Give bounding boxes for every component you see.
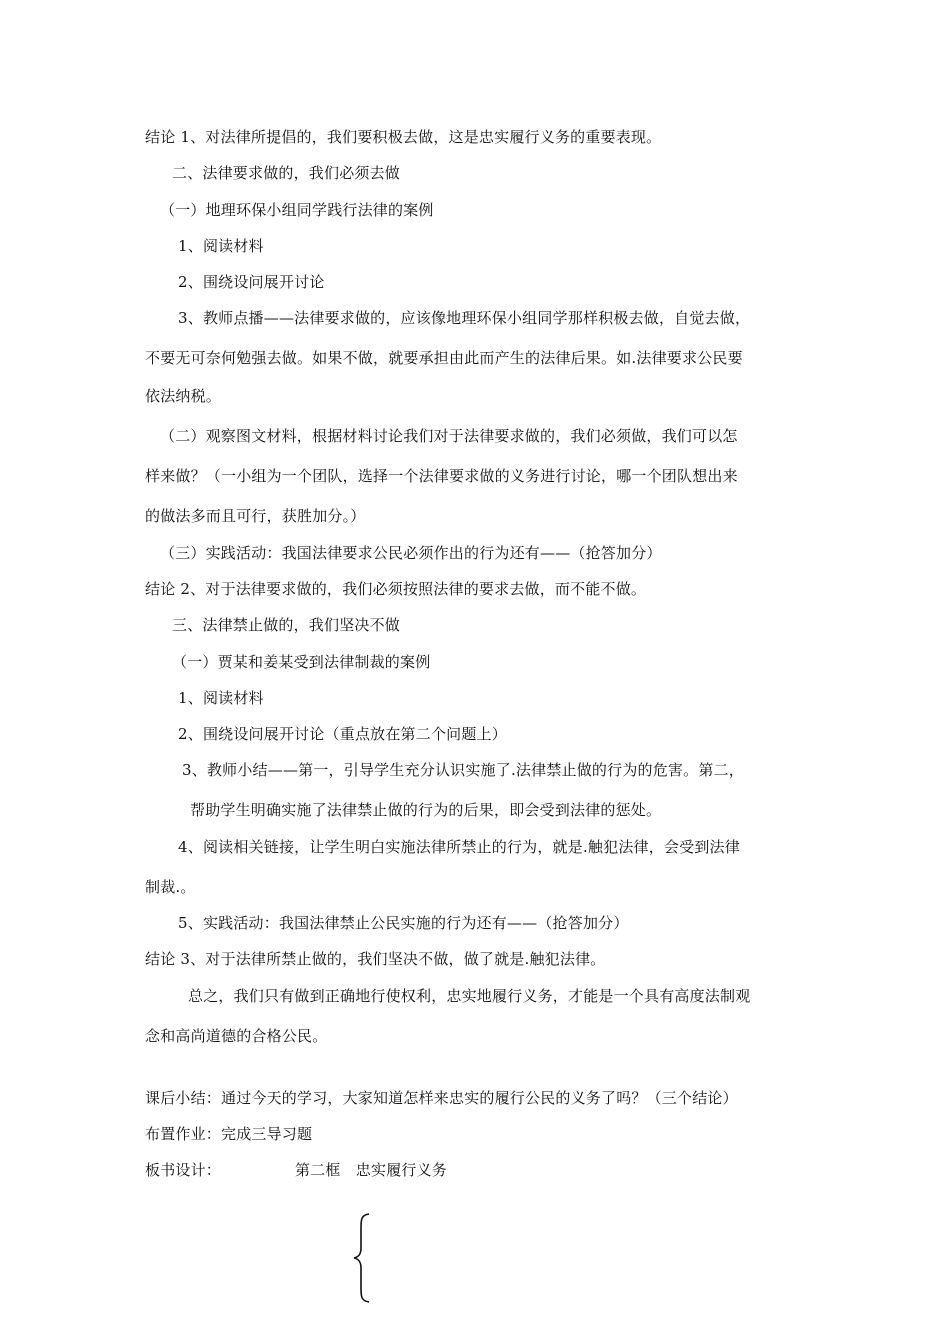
step-read-material: 1、阅读材料 — [178, 689, 264, 707]
board-design-title: 第二框 忠实履行义务 — [295, 1161, 448, 1179]
paragraph-line: 样来做？（一小组为一个团队，选择一个法律要求做的义务进行讨论，哪一个团队想出来 — [145, 467, 738, 485]
after-class-summary: 课后小结：通过今天的学习，大家知道怎样来忠实的履行公民的义务了吗？（三个结论） — [145, 1089, 738, 1107]
board-design-label: 板书设计： — [145, 1161, 222, 1179]
paragraph-line: 制裁.。 — [145, 878, 196, 896]
step-discussion: 2、围绕设问展开讨论 — [178, 273, 325, 291]
case-heading-3-1: （一）贾某和姜某受到法律制裁的案例 — [172, 653, 431, 671]
step-discussion: 2、围绕设问展开讨论（重点放在第二个问题上） — [178, 725, 507, 743]
paragraph-line: 的做法多而且可行，获胜加分。） — [145, 507, 366, 525]
conclusion-3: 结论 3、对于法律所禁止做的，我们坚决不做，做了就是.触犯法律。 — [145, 950, 606, 968]
case-heading-2-1: （一）地理环保小组同学践行法律的案例 — [160, 201, 434, 219]
paragraph-line: 帮助学生明确实施了法律禁止做的行为的后果，即会受到法律的惩处。 — [190, 801, 662, 819]
case-heading-2-2: （二）观察图文材料，根据材料讨论我们对于法律要求做的，我们必须做，我们可以怎 — [160, 427, 738, 445]
step-teacher-summary: 3、教师小结——第一，引导学生充分认识实施了.法律禁止做的行为的危害。第二， — [182, 761, 744, 779]
homework: 布置作业：完成三导习题 — [145, 1125, 313, 1143]
section-heading-2: 二、法律要求做的，我们必须去做 — [172, 164, 401, 182]
step-read-links: 4、阅读相关链接，让学生明白实施法律所禁止的行为，就是.触犯法律，会受到法律 — [178, 838, 740, 856]
step-teacher-comment: 3、教师点播——法律要求做的，应该像地理环保小组同学那样积极去做，自觉去做， — [178, 309, 751, 327]
section-heading-3: 三、法律禁止做的，我们坚决不做 — [172, 616, 401, 634]
paragraph-line: 依法纳税。 — [145, 387, 222, 405]
practice-activity-2-3: （三）实践活动：我国法律要求公民必须作出的行为还有——（抢答加分） — [160, 544, 662, 562]
summary-paragraph: 总之，我们只有做到正确地行使权利，忠实地履行义务，才能是一个具有高度法制观 — [188, 987, 751, 1005]
conclusion-2: 结论 2、对于法律要求做的，我们必须按照法律的要求去做，而不能不做。 — [145, 580, 647, 598]
paragraph-line: 不要无可奈何勉强去做。如果不做，就要承担由此而产生的法律后果。如.法律要求公民要 — [145, 349, 743, 367]
conclusion-1: 结论 1、对法律所提倡的，我们要积极去做，这是忠实履行义务的重要表现。 — [145, 128, 662, 146]
practice-activity-3: 5、实践活动：我国法律禁止公民实施的行为还有——（抢答加分） — [178, 914, 629, 932]
step-read-material: 1、阅读材料 — [178, 237, 264, 255]
paragraph-line: 念和高尚道德的合格公民。 — [145, 1027, 328, 1045]
curly-brace-icon — [352, 1212, 372, 1304]
